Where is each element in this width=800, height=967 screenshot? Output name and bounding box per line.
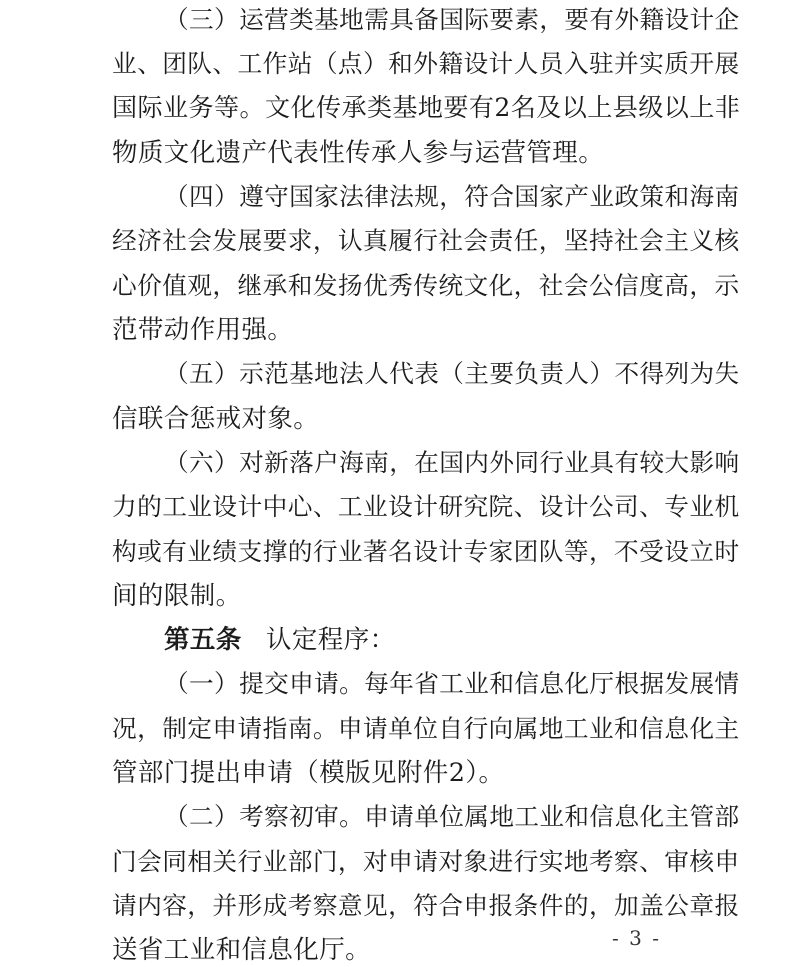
text-line: 送省工业和信息化厅。 [112, 935, 372, 965]
text-line: 构或有业绩支撑的行业著名设计专家团队等，不受设立时 [112, 537, 740, 566]
text-line: （二）考察初审。申请单位属地工业和信息化主管部 [164, 802, 740, 831]
text-line: 心价值观，继承和发扬优秀传统文化，社会公信度高，示 [112, 271, 740, 300]
text-line: 业、团队、工作站（点）和外籍设计人员入驻并实质开展 [112, 49, 740, 78]
text-line: 门会同相关行业部门，对申请对象进行实地考察、审核申 [112, 847, 740, 876]
text-line: 物质文化遗产代表性传承人参与运营管理。 [112, 138, 605, 168]
text-line: （一）提交申请。每年省工业和信息化厅根据发展情 [164, 669, 740, 698]
text-line: 间的限制。 [112, 581, 242, 611]
text-line: （五）示范基地法人代表（主要负责人）不得列为失 [164, 359, 740, 388]
text-line: 信联合惩戒对象。 [112, 404, 320, 434]
text-line: 况，制定申请指南。申请单位自行向属地工业和信息化主 [112, 714, 740, 743]
article-title: 认定程序： [266, 625, 396, 655]
text-line: 力的工业设计中心、工业设计研究院、设计公司、专业机 [112, 492, 740, 521]
text-line: 国际业务等。文化传承类基地要有2名及以上县级以上非 [112, 93, 741, 122]
text-line: （三）运营类基地需具备国际要素，要有外籍设计企 [164, 5, 740, 34]
page-number: - 3 - [612, 926, 661, 950]
text-line: （四）遵守国家法律法规，符合国家产业政策和海南 [164, 182, 740, 211]
text-line: （六）对新落户海南，在国内外同行业具有较大影响 [164, 448, 740, 477]
article-label: 第五条 [164, 625, 242, 655]
text-line: 管部门提出申请（模版见附件2）。 [112, 758, 505, 788]
text-line: 经济社会发展要求，认真履行社会责任，坚持社会主义核 [112, 226, 740, 255]
text-line: 请内容，并形成考察意见，符合申报条件的，加盖公章报 [112, 891, 740, 920]
text-line: 范带动作用强。 [112, 315, 294, 345]
